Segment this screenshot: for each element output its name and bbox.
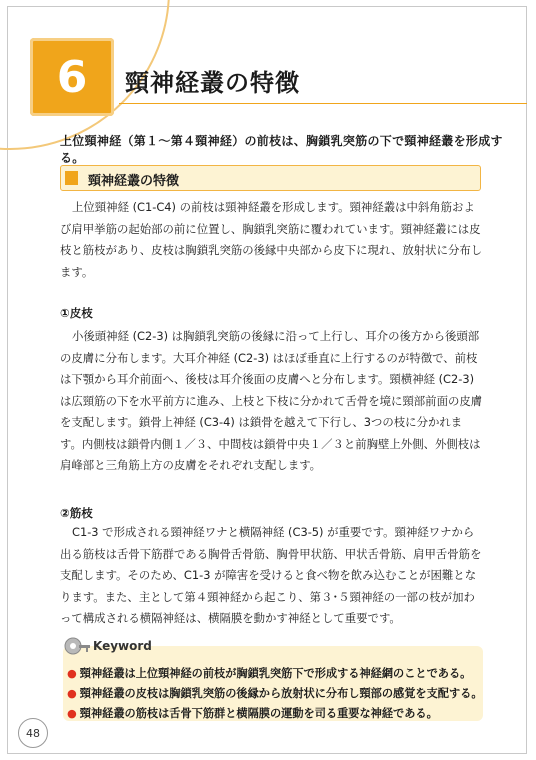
keyword-item-text: 頸神経叢の筋枝は舌骨下筋群と横隔膜の運動を司る重要な神経である。 <box>79 707 438 720</box>
key-icon <box>62 633 92 663</box>
section-marker <box>65 171 78 185</box>
section-title: 頸神経叢の特徴 <box>88 174 180 189</box>
keyword-item <box>67 665 471 681</box>
chapter-number-badge <box>30 38 114 116</box>
chapter-number: 6 <box>56 51 88 103</box>
bullet-icon: ● <box>67 707 77 720</box>
bullet-icon: ● <box>67 687 77 700</box>
muscle-branch-paragraph: C1-3 で形成される頸神経ワナと横隔神経 (C3-5) が重要です。頸神経ワナから出る筋枝は舌骨下筋群である胸骨舌骨筋、胸骨甲状筋、甲状舌骨筋、肩甲舌骨筋を支配します。そのため、C1-3 が障害を受けると食べ物を飲み込むことが困難となります。また、主として第４頸神経から起こり、第３･５頸神経の一部の枝が加わって構成される横隔神経は、横隔膜を動かす神経として重要です。 <box>60 525 482 625</box>
section-header <box>60 165 481 191</box>
lead-sentence: 上位頸神経（第１〜第４頸神経）の前枝は、胸鎖乳突筋の下で頸神経叢を形成する。 <box>60 134 503 165</box>
skin-branch-paragraph: 小後頭神経 (C2-3) は胸鎖乳突筋の後縁に沿って上行し、耳介の後方から後頭部の皮膚に分布します。大耳介神経 (C2-3) はほぼ垂直に上行するのが特徴で、前枝は下顎から耳介前面へ、後枝は耳介後面の皮膚へと分布します。頸横神経 (C2-3) は広頸筋の下を水平前方に進み、上枝と下枝に分かれて舌骨を境に頸部前面の皮膚を支配します。鎖骨上神経 (C3-4) は鎖骨を越えて下行し、3つの枝に分かれます。内側枝は鎖骨内側１／３、中間枝は鎖骨中央１／３と前胸壁上外側、外側枝は肩峰部と三角筋上方の皮膚をそれぞれ支配します。 <box>60 329 483 472</box>
keyword-label: Keyword <box>93 639 152 653</box>
skin-branch-heading: ①皮枝 <box>60 306 93 320</box>
keyword-item <box>67 685 483 701</box>
keyword-item-text: 頸神経叢の皮枝は胸鎖乳突筋の後縁から放射状に分布し頸部の感覚を支配する。 <box>79 687 483 700</box>
chapter-title: 頸神経叢の特徴 <box>125 69 300 97</box>
intro-paragraph: 上位頸神経 (C1-C4) の前枝は頸神経叢を形成します。頸神経叢は中斜角筋および肩甲挙筋の起始部の前に位置し、胸鎖乳突筋に覆われています。頸神経叢には皮枝と筋枝があり、皮枝は胸鎖乳突筋の後縁中央部から皮下に現れ、放射状に分布します。 <box>60 200 483 279</box>
title-underline <box>119 103 527 104</box>
keyword-item <box>67 705 438 721</box>
page-number: 48 <box>18 718 48 748</box>
keyword-item-text: 頸神経叢は上位頸神経の前枝が胸鎖乳突筋下で形成する神経網のことである。 <box>79 667 472 680</box>
muscle-branch-heading: ②筋枝 <box>60 506 93 520</box>
bullet-icon: ● <box>67 667 77 680</box>
